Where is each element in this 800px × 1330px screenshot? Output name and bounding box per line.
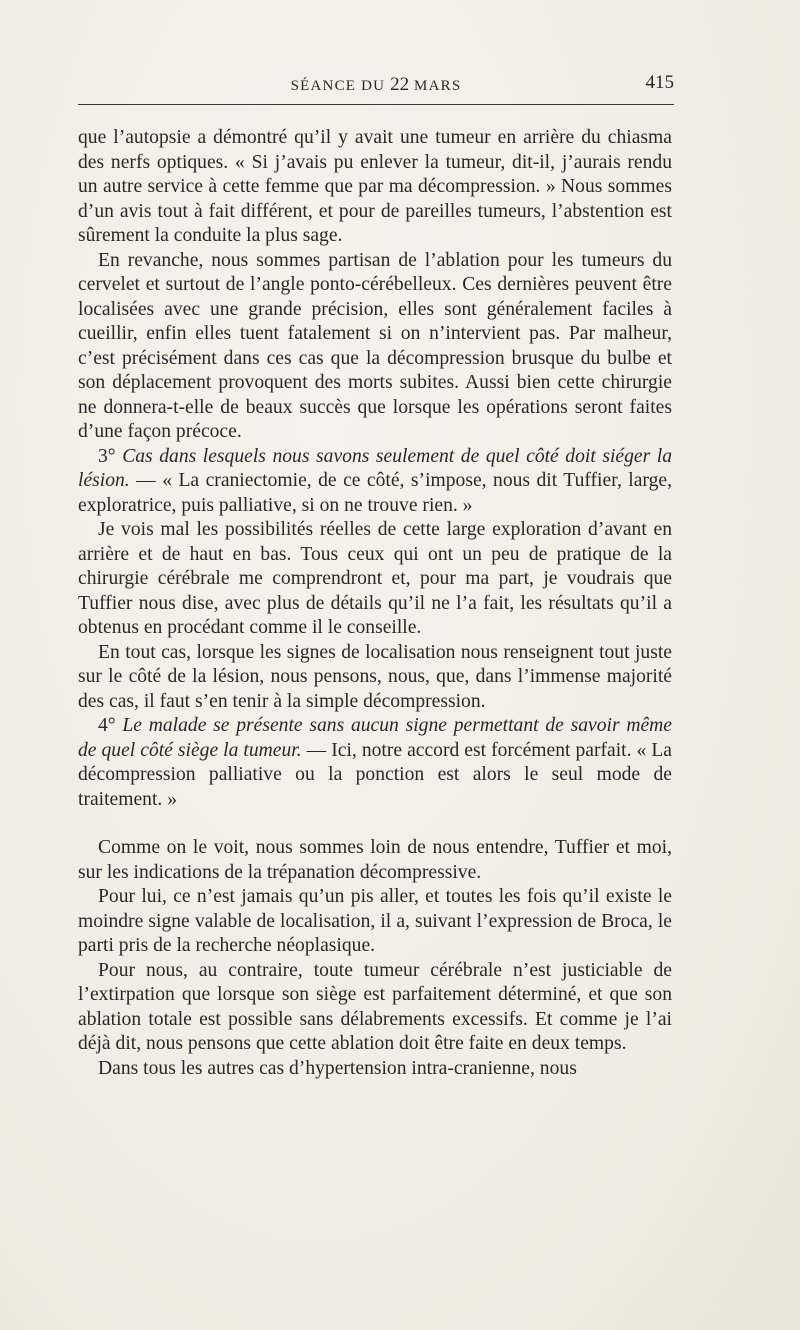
header-rule xyxy=(78,104,674,105)
case-number-4: 4° xyxy=(98,715,123,736)
running-head-day: 22 xyxy=(390,74,410,95)
body-text xyxy=(78,126,672,1081)
paragraph-7: Comme on le voit, nous sommes loin de nous entendre, Tuffier et moi, sur les indications de la trépanation décompressive. xyxy=(78,837,672,883)
case-text-4: — Ici, notre accord est forcément parfait. « La décompression palliative ou la ponction est alors le seul mode de traitement. » xyxy=(78,739,672,810)
case-heading-4: Le malade se présente sans aucun signe permettant de savoir même de quel côté siège la tumeur. xyxy=(78,715,673,761)
case-number-3: 3° xyxy=(98,445,123,467)
case-heading-3: Cas dans lesquels nous savons seulement de quel côté doit siéger la lésion. xyxy=(78,445,673,491)
paragraph-6 xyxy=(78,714,672,812)
case-text-3: — « La craniectomie, de ce côté, s’impose, nous dit Tuffier, large, exploratrice, puis palliative, si on ne trouve rien. » xyxy=(78,470,672,516)
paragraph-3 xyxy=(78,445,672,519)
running-head-part-a: SÉANCE DU xyxy=(290,78,391,94)
paragraph-10: Dans tous les autres cas d’hypertension intra-cranienne, nous xyxy=(98,1057,577,1079)
running-head xyxy=(78,74,674,96)
paragraph-5: En tout cas, lorsque les signes de localisation nous renseignent tout juste sur le côté de la lésion, nous pensons, nous, que, dans l’immense majorité des cas, il faut s’en tenir à la simple décompression. xyxy=(78,641,672,712)
running-head-part-c: MARS xyxy=(409,78,462,94)
page-header xyxy=(78,74,674,96)
paragraph-2: En revanche, nous sommes partisan de l’ablation pour les tumeurs du cervelet et surtout de l’angle ponto-cérébelleux. Ces dernières peuvent être localisées avec une grande précision, elles sont généralement faciles à cueillir, enfin elles tuent fatalement si on n’intervient pas. Par malheur, c’est précisément dans ces cas que la décompression brusque du bulbe et son déplacement provoquent des morts subites. Aussi bien cette chirurgie ne donnera-t-elle de beaux succès que lorsque les opérations seront faites d’une façon précoce. xyxy=(78,249,672,442)
paragraph-4: Je vois mal les possibilités réelles de cette large exploration d’avant en arrière et de haut en bas. Tous ceux qui ont un peu de pratique de la chirurgie cérébrale me comprendront et, pour ma part, je voudrais que Tuffier nous dise, avec plus de détails qu’il ne l’a fait, les résultats qu’il a obtenus en procédant comme il le conseille. xyxy=(78,519,672,638)
page-number: 415 xyxy=(645,72,674,93)
paragraph-8: Pour lui, ce n’est jamais qu’un pis aller, et toutes les fois qu’il existe le moindre signe valable de localisation, il a, suivant l’expression de Broca, le parti pris de la recherche néoplasique. xyxy=(78,886,672,956)
paragraph-1: que l’autopsie a démontré qu’il y avait une tumeur en arrière du chiasma des nerfs optiques. « Si j’avais pu enlever la tumeur, dit-il, j’aurais rendu un autre service à cette femme que par ma décompression. » Nous sommes d’un avis tout à fait différent, et pour de pareilles tumeurs, l’abstention est sûrement la conduite la plus sage. xyxy=(78,127,672,246)
paragraph-9: Pour nous, au contraire, toute tumeur cérébrale n’est justiciable de l’extirpation que lorsque son siège est parfaitement déterminé, et que son ablation totale est possible sans délabrements excessifs. Et comme je l’ai déjà dit, nous pensons que cette ablation doit être faite en deux temps. xyxy=(78,959,672,1054)
